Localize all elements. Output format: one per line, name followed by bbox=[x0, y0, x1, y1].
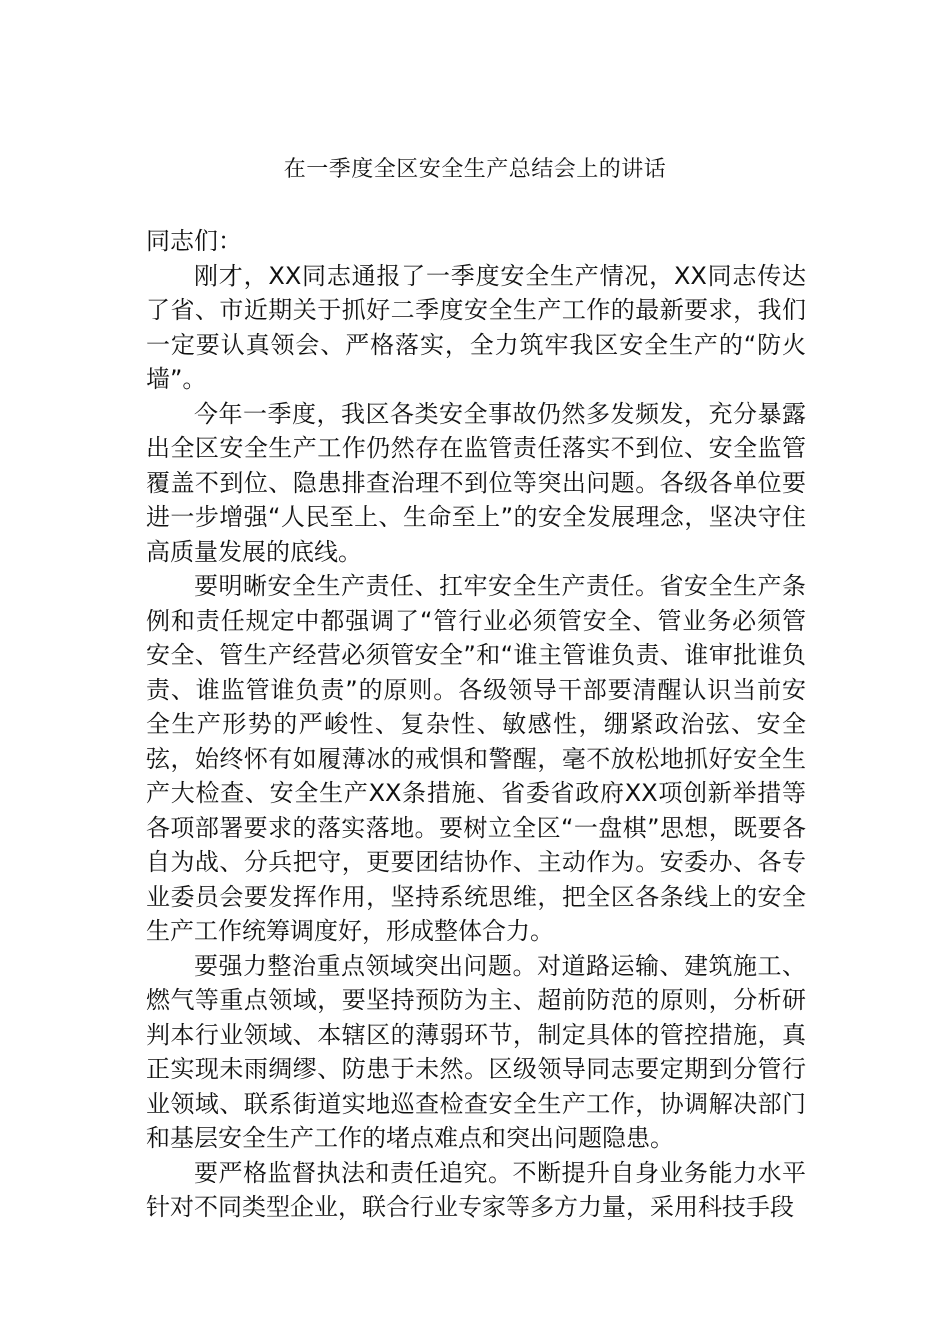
paragraph-2: 今年一季度，我区各类安全事故仍然多发频发，充分暴露出全区安全生产工作仍然存在监管责任落实不到位、安全监管覆盖不到位、隐患排查治理不到位等突出问题。各级各单位要进一步增强“人民至上、生命至上”的安全发展理念，坚决守住高质量发展的底线。 bbox=[146, 399, 806, 566]
paragraph-5: 要严格监督执法和责任追究。不断提升自身业务能力水平针对不同类型企业，联合行业专家等多方力量，采用科技手段 bbox=[146, 1158, 806, 1221]
page-title: 在一季度全区安全生产总结会上的讲话 bbox=[283, 157, 667, 182]
paragraph-1: 刚才，XX同志通报了一季度安全生产情况，XX同志传达了省、市近期关于抓好二季度安全生产工作的最新要求，我们一定要认真领会、严格落实，全力筑牢我区安全生产的“防火墙”。 bbox=[146, 261, 806, 393]
paragraph-4: 要强力整治重点领域突出问题。对道路运输、建筑施工、燃气等重点领域，要坚持预防为主、超前防范的原则，分析研判本行业领域、本辖区的薄弱环节，制定具体的管控措施，真正实现未雨绸缪、防患于未然。区级领导同志要定期到分管行业领域、联系街道实地巡查检查安全生产工作，协调解决部门和基层安全生产工作的堵点难点和突出问题隐患。 bbox=[146, 951, 806, 1152]
paragraph-3: 要明晰安全生产责任、扛牢安全生产责任。省安全生产条例和责任规定中都强调了“管行业必须管安全、管业务必须管安全、管生产经营必须管安全”和“谁主管谁负责、谁审批谁负责、谁监管谁负责”的原则。各级领导干部要清醒认识当前安全生产形势的严峻性、复杂性、敏感性，绷紧政治弦、安全弦，始终怀有如履薄冰的戒惧和警醒，毫不放松地抓好安全生产大检查、安全生产XX条措施、省委省政府XX项创新举措等各项部署要求的落实落地。要树立全区“一盘棋”思想，既要各自为战、分兵把守，更要团结协作、主动作为。安委办、各专业委员会要发挥作用，坚持系统思维，把全区各条线上的安全生产工作统筹调度好，形成整体合力。 bbox=[146, 572, 806, 945]
salutation: 同志们： bbox=[146, 227, 242, 255]
document-body bbox=[146, 224, 806, 1225]
